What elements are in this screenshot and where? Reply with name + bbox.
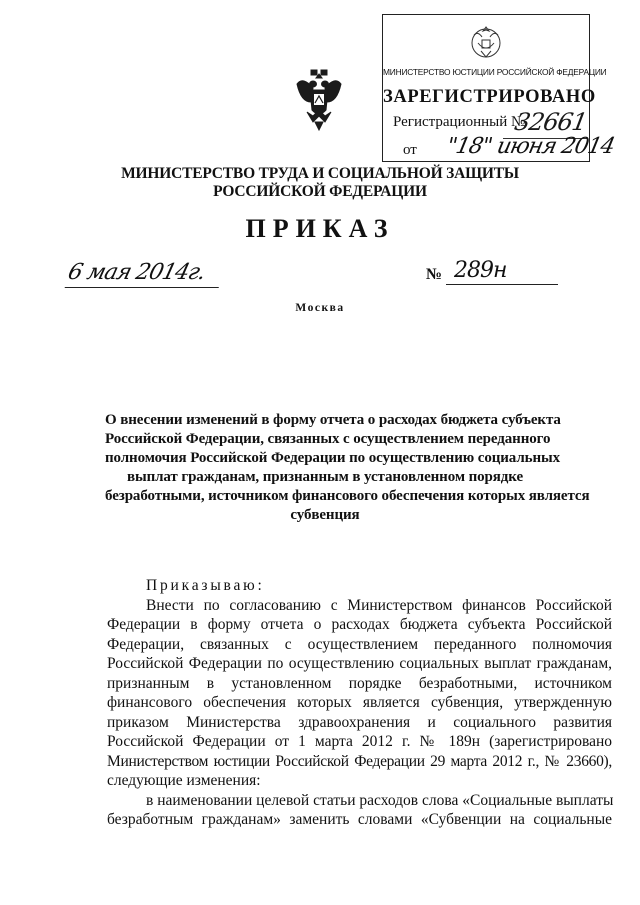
stamp-registered-label: ЗАРЕГИСТРИРОВАНО [383,87,596,107]
title-line: полномочия Российской Федерации по осуществлению социальных [105,450,561,466]
registration-stamp [382,14,617,162]
order-number: 289н [446,259,558,285]
paragraph-1 [107,596,612,791]
body-line: приказом Министерства здравоохранения и социального развития [107,713,612,731]
stamp-reg-number: 32661 [512,108,589,136]
body-line: признанным в установленном порядке безработными, источником [107,674,612,692]
body-line: Федерации в форму отчета о расходах бюджета субъекта Российской [107,616,612,633]
stamp-eagle-emblem-icon [469,21,503,61]
coat-of-arms-icon [293,66,345,132]
title-line: О внесении изменений в форму отчета о расходах бюджета субъекта [105,412,561,428]
order-date: 6 мая 2014г. [65,261,226,288]
ministry-line-2: РОССИЙСКОЙ ФЕДЕРАЦИИ [213,183,427,200]
body-line: безработным гражданам» заменить словами «Субвенции на социальные [107,811,612,828]
stamp-ministry-name: МИНИСТЕРСТВО ЮСТИЦИИ РОССИЙСКОЙ ФЕДЕРАЦИИ [383,67,607,77]
stamp-date-value: "18" июня 2014 [444,134,617,159]
document-body [107,576,612,830]
order-number-label: № [426,266,443,283]
body-line: финансового обеспечения которых является субвенция, утвержденную [107,694,612,711]
paragraph-2 [107,791,612,830]
title-line: субвенция [290,507,360,523]
body-line: в наименовании целевой статьи расходов слова «Социальные выплаты [146,791,614,809]
ministry-name [80,165,560,201]
title-line: Российской Федерации, связанных с осуществлением переданного [105,431,551,447]
stamp-date-label: от [403,142,417,158]
body-line: Министерством юстиции Российской Федерации 29 марта 2012 г., № 23660), [107,752,612,770]
title-line: безработными, источником финансового обеспечения которых является [105,488,590,504]
body-line: Российской Федерации по осуществлению социальных выплат гражданам, [107,655,612,672]
body-line: Федерации, связанных с осуществлением переданного полномочия [107,635,612,653]
ministry-line-1: МИНИСТЕРСТВО ТРУДА И СОЦИАЛЬНОЙ ЗАЩИТЫ [121,165,519,182]
document-title [105,411,590,525]
title-line: выплат гражданам, признанным в установленном порядке [126,469,524,485]
stamp-reg-label: Регистрационный № [393,114,526,130]
order-word: Приказываю: [146,577,265,594]
body-line: следующие изменения: [107,772,261,789]
document-type-title: ПРИКАЗ [245,214,395,243]
body-line: Российской Федерации от 1 марта 2012 г. № 189н (зарегистрировано [107,733,612,750]
city: Москва [295,302,345,314]
body-line: Внести по согласованию с Министерством финансов Российской [146,596,612,614]
